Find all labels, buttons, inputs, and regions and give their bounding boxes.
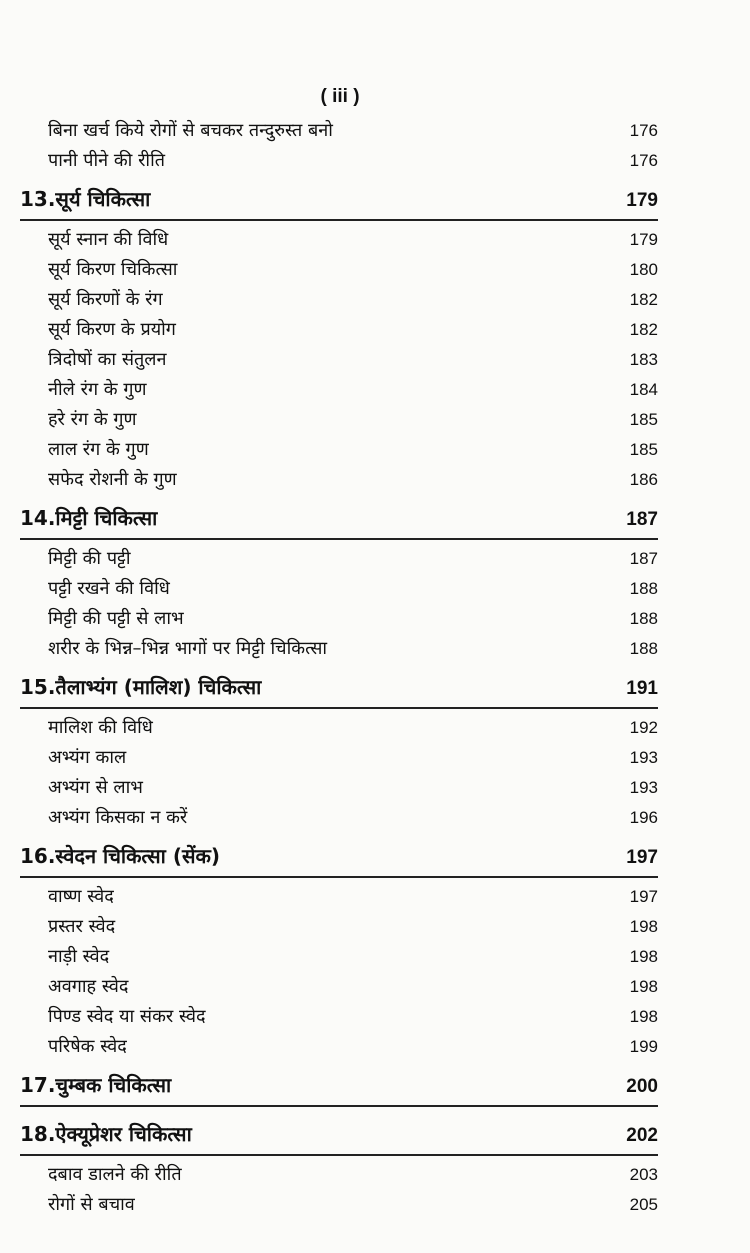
toc-entry-page-number: 196 bbox=[629, 808, 658, 827]
toc-entry-title: अवगाह स्वेद bbox=[48, 976, 129, 997]
toc-entry-title: प्रस्तर स्वेद bbox=[48, 916, 116, 937]
toc-entry-page-number: 187 bbox=[629, 549, 658, 568]
toc-entry-page-number: 198 bbox=[629, 977, 658, 996]
toc-entry-title: पट्टी रखने की विधि bbox=[48, 578, 170, 599]
chapter-divider bbox=[20, 1105, 658, 1107]
toc-entry-title: परिषेक स्वेद bbox=[48, 1036, 127, 1057]
chapter-page-number: 197 bbox=[626, 847, 658, 868]
toc-entry-page-number: 197 bbox=[629, 887, 658, 906]
toc-entry-page-number: 193 bbox=[629, 778, 658, 797]
toc-entry[interactable] bbox=[20, 255, 658, 285]
toc-entry-page-number: 184 bbox=[629, 380, 658, 399]
toc-entry-title: हरे रंग के गुण bbox=[48, 409, 137, 430]
chapter-title: 14.मिट्टी चिकित्सा bbox=[20, 506, 158, 530]
toc-entry-page-number: 193 bbox=[629, 748, 658, 767]
chapter-title: 15.तैलाभ्यंग (मालिश) चिकित्सा bbox=[20, 675, 262, 699]
toc-entry-page-number: 182 bbox=[629, 290, 658, 309]
chapter-divider bbox=[20, 876, 658, 878]
toc-entry-title: सूर्य स्नान की विधि bbox=[48, 229, 169, 250]
table-of-contents bbox=[20, 116, 658, 1220]
toc-entry[interactable] bbox=[20, 1190, 658, 1220]
chapter-heading[interactable] bbox=[20, 1117, 658, 1151]
chapter-page-number: 191 bbox=[626, 678, 658, 699]
toc-entry-title: नाड़ी स्वेद bbox=[48, 946, 110, 967]
toc-entry[interactable] bbox=[20, 1032, 658, 1062]
toc-entry[interactable] bbox=[20, 345, 658, 375]
toc-entry[interactable] bbox=[20, 912, 658, 942]
toc-entry-title: पानी पीने की रीति bbox=[48, 150, 166, 171]
toc-entry-page-number: 182 bbox=[629, 320, 658, 339]
chapter-divider bbox=[20, 707, 658, 709]
toc-entry[interactable] bbox=[20, 465, 658, 495]
page-number: ( iii ) bbox=[320, 86, 360, 107]
toc-entry-page-number: 198 bbox=[629, 947, 658, 966]
toc-entry-page-number: 179 bbox=[629, 230, 658, 249]
toc-entry[interactable] bbox=[20, 803, 658, 833]
toc-entry-title: सूर्य किरण चिकित्सा bbox=[48, 259, 178, 280]
toc-entry-page-number: 188 bbox=[629, 579, 658, 598]
toc-entry[interactable] bbox=[20, 574, 658, 604]
chapter-heading[interactable] bbox=[20, 501, 658, 535]
toc-entry-title: शरीर के भिन्न–भिन्न भागों पर मिट्टी चिकित्सा bbox=[48, 638, 328, 659]
toc-entry-page-number: 188 bbox=[629, 639, 658, 658]
toc-entry-page-number: 185 bbox=[629, 440, 658, 459]
toc-entry[interactable] bbox=[20, 315, 658, 345]
toc-entry[interactable] bbox=[20, 375, 658, 405]
toc-entry[interactable] bbox=[20, 285, 658, 315]
toc-entry-title: सफेद रोशनी के गुण bbox=[48, 469, 177, 490]
chapter-heading[interactable] bbox=[20, 839, 658, 873]
chapter-divider bbox=[20, 219, 658, 221]
chapter-title: 13.सूर्य चिकित्सा bbox=[20, 187, 151, 211]
toc-entry-page-number: 176 bbox=[629, 121, 658, 140]
toc-entry[interactable] bbox=[20, 972, 658, 1002]
toc-entry[interactable] bbox=[20, 435, 658, 465]
chapter-heading[interactable] bbox=[20, 670, 658, 704]
chapter-title: 17.चुम्बक चिकित्सा bbox=[20, 1073, 172, 1097]
chapter-title: 16.स्वेदन चिकित्सा (सेंक) bbox=[20, 844, 220, 868]
toc-entry-page-number: 186 bbox=[629, 470, 658, 489]
toc-entry-title: मिट्टी की पट्टी bbox=[48, 548, 131, 569]
toc-entry-title: वाष्ण स्वेद bbox=[48, 886, 114, 907]
toc-entry-title: दबाव डालने की रीति bbox=[48, 1164, 182, 1185]
toc-entry[interactable] bbox=[20, 743, 658, 773]
toc-entry-page-number: 188 bbox=[629, 609, 658, 628]
toc-entry[interactable] bbox=[20, 225, 658, 255]
chapter-title: 18.ऐक्यूप्रेशर चिकित्सा bbox=[20, 1122, 192, 1146]
chapter-page-number: 200 bbox=[626, 1076, 658, 1097]
toc-entry-title: पिण्ड स्वेद या संकर स्वेद bbox=[48, 1006, 206, 1027]
toc-entry-title: अभ्यंग किसका न करें bbox=[48, 807, 188, 828]
toc-entry-page-number: 176 bbox=[629, 151, 658, 170]
toc-entry-title: सूर्य किरणों के रंग bbox=[48, 289, 163, 310]
toc-entry-page-number: 198 bbox=[629, 917, 658, 936]
toc-entry-title: लाल रंग के गुण bbox=[48, 439, 149, 460]
toc-entry-title: नीले रंग के गुण bbox=[48, 379, 147, 400]
toc-entry-page-number: 205 bbox=[629, 1195, 658, 1214]
toc-entry[interactable] bbox=[20, 1160, 658, 1190]
toc-entry[interactable] bbox=[20, 1002, 658, 1032]
toc-entry-page-number: 185 bbox=[629, 410, 658, 429]
chapter-divider bbox=[20, 538, 658, 540]
chapter-page-number: 187 bbox=[626, 509, 658, 530]
chapter-page-number: 179 bbox=[626, 190, 658, 211]
toc-entry-title: सूर्य किरण के प्रयोग bbox=[48, 319, 176, 340]
toc-entry-page-number: 192 bbox=[629, 718, 658, 737]
toc-entry-page-number: 199 bbox=[629, 1037, 658, 1056]
toc-entry-title: बिना खर्च किये रोगों से बचकर तन्दुरुस्त बनो bbox=[48, 120, 333, 141]
toc-entry[interactable] bbox=[20, 604, 658, 634]
toc-entry-page-number: 180 bbox=[629, 260, 658, 279]
toc-entry-title: रोगों से बचाव bbox=[48, 1194, 135, 1215]
toc-entry-title: मिट्टी की पट्टी से लाभ bbox=[48, 608, 184, 629]
toc-entry[interactable] bbox=[20, 942, 658, 972]
toc-entry[interactable] bbox=[20, 116, 658, 146]
toc-entry-title: अभ्यंग काल bbox=[48, 747, 127, 768]
toc-entry[interactable] bbox=[20, 773, 658, 803]
chapter-heading[interactable] bbox=[20, 1068, 658, 1102]
chapter-heading[interactable] bbox=[20, 182, 658, 216]
toc-entry-title: त्रिदोषों का संतुलन bbox=[48, 349, 167, 370]
toc-entry[interactable] bbox=[20, 634, 658, 664]
toc-entry[interactable] bbox=[20, 882, 658, 912]
chapter-divider bbox=[20, 1154, 658, 1156]
toc-entry[interactable] bbox=[20, 146, 658, 176]
toc-entry-page-number: 183 bbox=[629, 350, 658, 369]
toc-entry[interactable] bbox=[20, 544, 658, 574]
toc-entry-page-number: 203 bbox=[629, 1165, 658, 1184]
toc-entry-page-number: 198 bbox=[629, 1007, 658, 1026]
toc-entry[interactable] bbox=[20, 405, 658, 435]
toc-entry-title: अभ्यंग से लाभ bbox=[48, 777, 143, 798]
chapter-page-number: 202 bbox=[626, 1125, 658, 1146]
toc-entry[interactable] bbox=[20, 713, 658, 743]
toc-entry-title: मालिश की विधि bbox=[48, 717, 153, 738]
